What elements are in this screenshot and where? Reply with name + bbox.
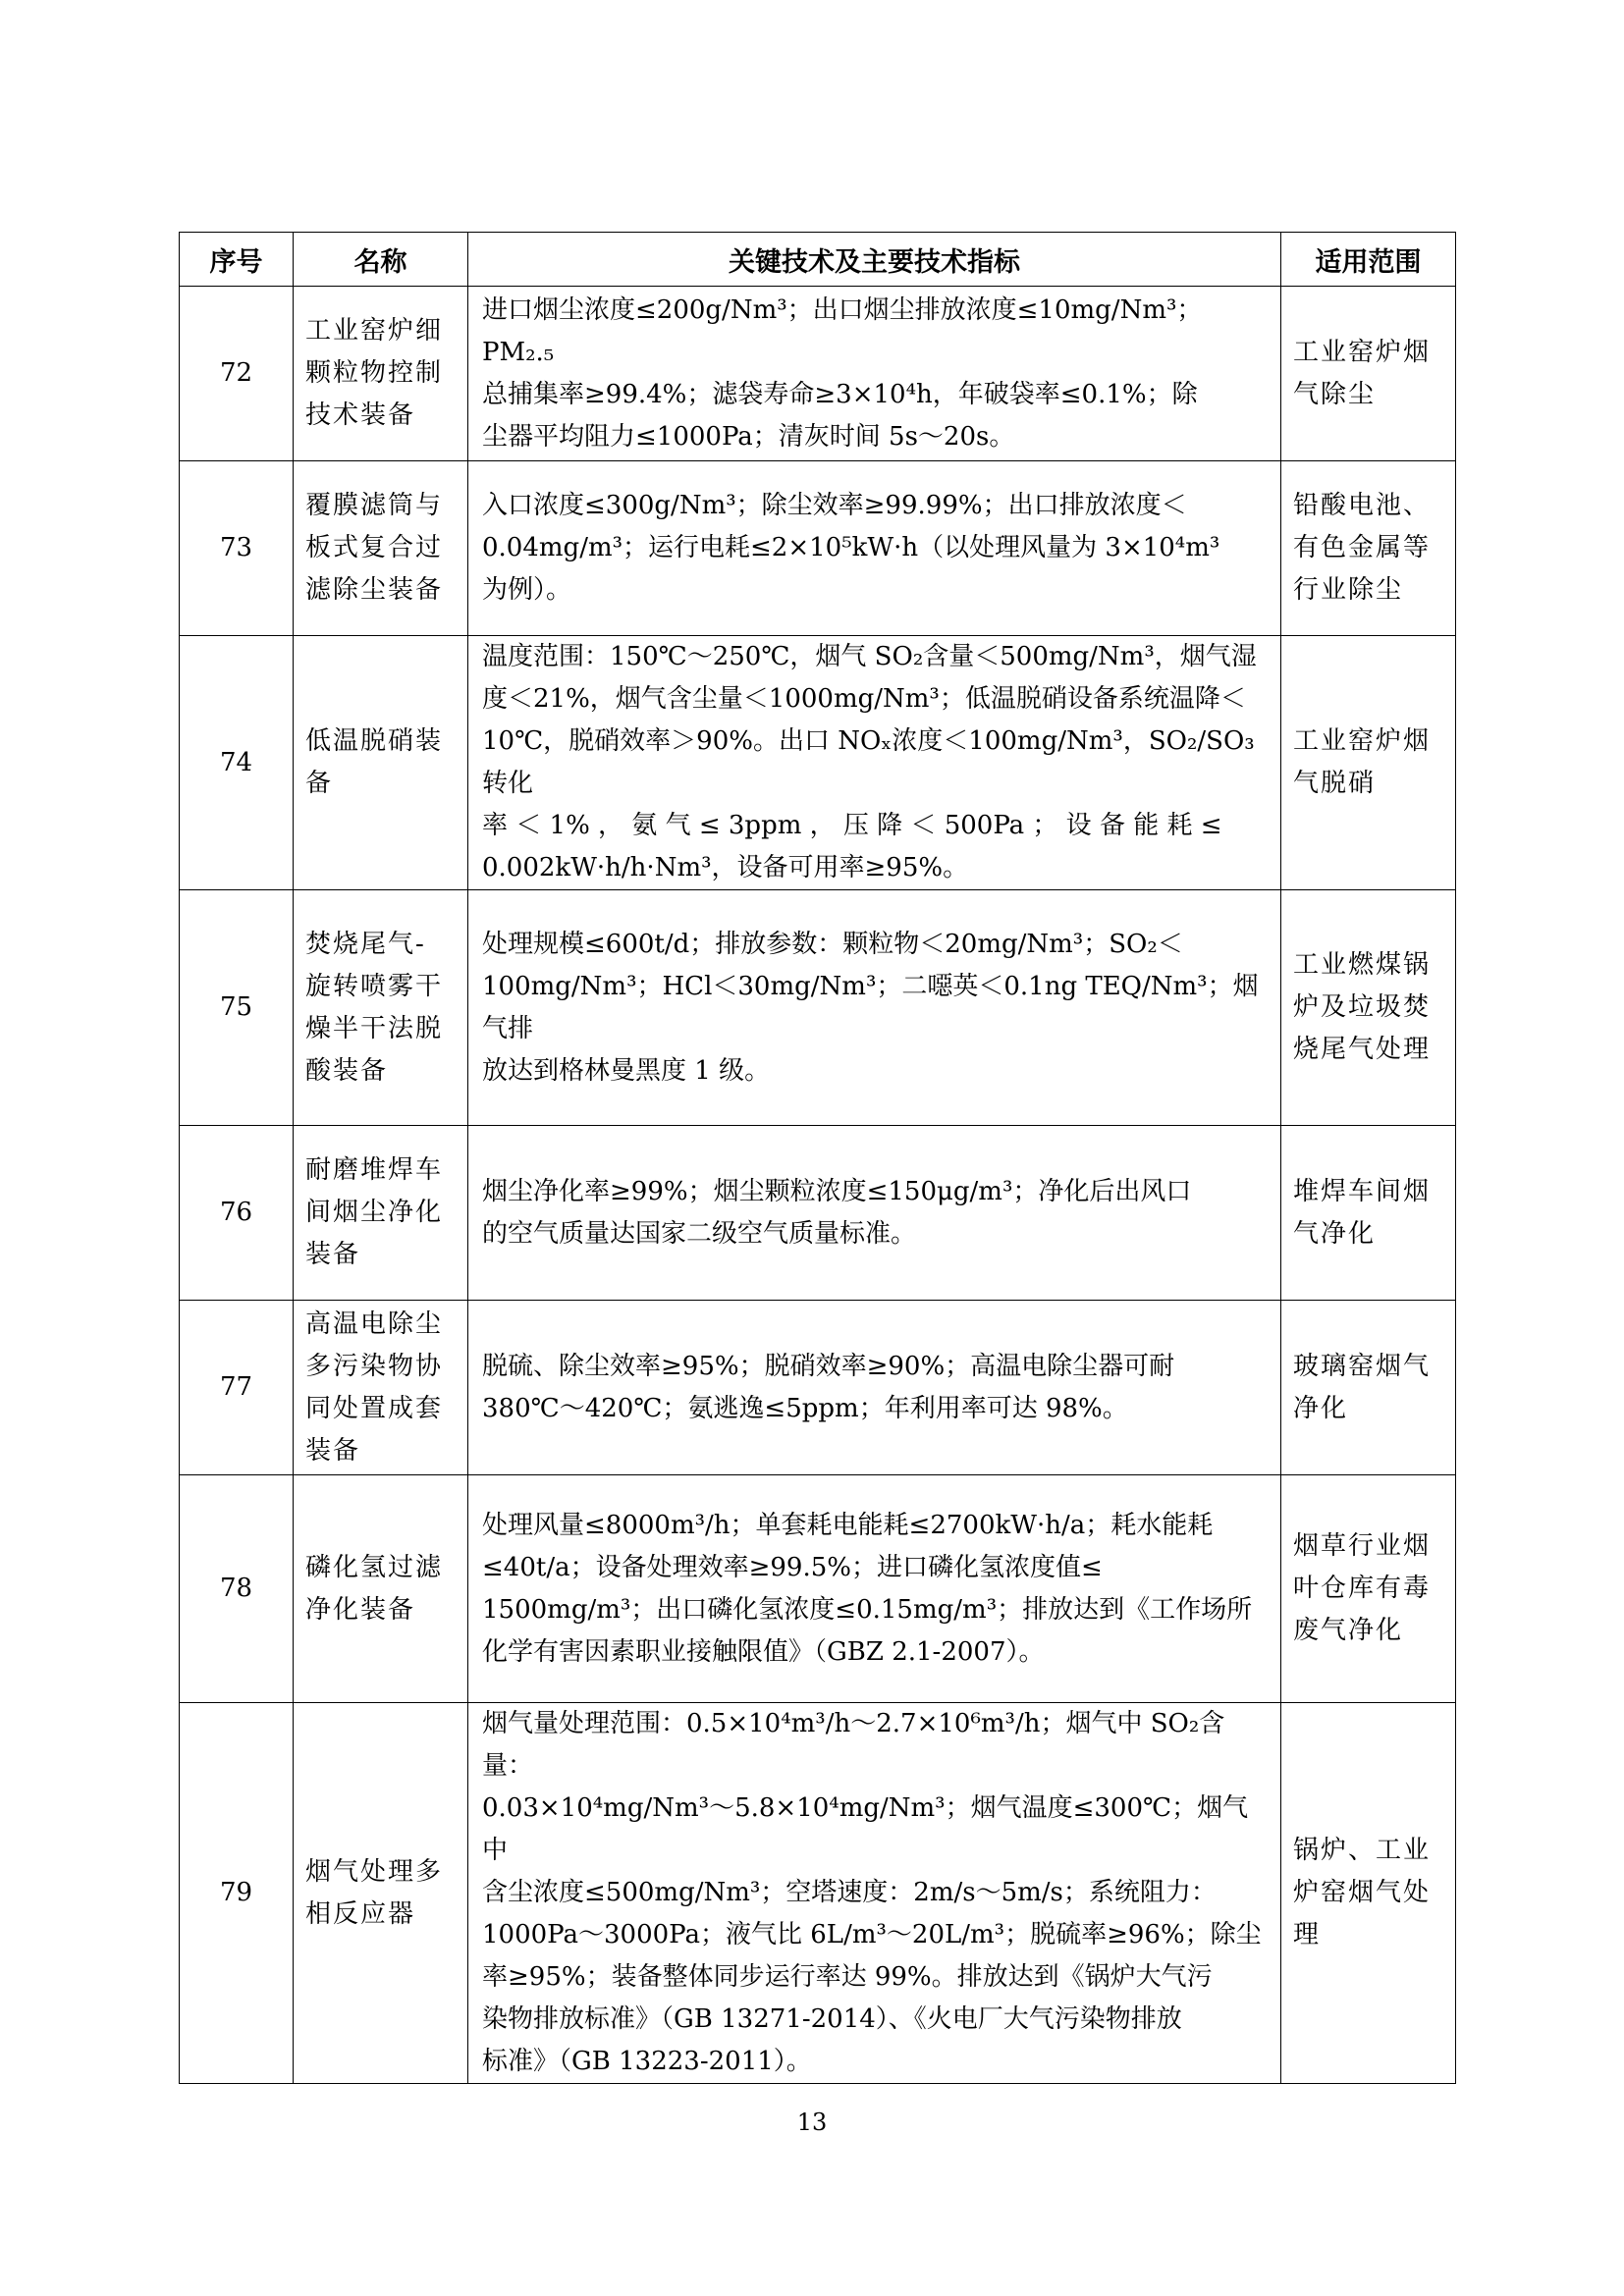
row-scope: 玻璃窑烟气 净化: [1281, 1301, 1456, 1475]
row-serial-number: 78: [180, 1475, 294, 1703]
table-row: [180, 1475, 1456, 1703]
row-name: 耐磨堆焊车 间烟尘净化 装备: [294, 1126, 468, 1301]
row-tech-spec: 烟尘净化率≥99%；烟尘颗粒浓度≤150μg/m³；净化后出风口 的空气质量达国家二级空气质量标准。: [468, 1126, 1281, 1301]
header-serial-number: 序号: [180, 233, 294, 287]
row-scope: 工业窑炉烟 气脱硝: [1281, 636, 1456, 890]
equipment-table: [179, 232, 1456, 2084]
table-row: [180, 636, 1456, 890]
table-row: [180, 1301, 1456, 1475]
row-scope: 烟草行业烟 叶仓库有毒 废气净化: [1281, 1475, 1456, 1703]
row-name: 工业窑炉细 颗粒物控制 技术装备: [294, 287, 468, 461]
row-scope: 铅酸电池、 有色金属等 行业除尘: [1281, 461, 1456, 636]
row-name: 低温脱硝装 备: [294, 636, 468, 890]
row-scope: 工业窑炉烟 气除尘: [1281, 287, 1456, 461]
row-serial-number: 77: [180, 1301, 294, 1475]
row-name: 覆膜滤筒与 板式复合过 滤除尘装备: [294, 461, 468, 636]
row-serial-number: 76: [180, 1126, 294, 1301]
header-name: 名称: [294, 233, 468, 287]
page-number: 13: [796, 2109, 828, 2136]
row-serial-number: 79: [180, 1703, 294, 2084]
table-row: [180, 1703, 1456, 2084]
row-tech-spec: 处理规模≤600t/d；排放参数：颗粒物＜20mg/Nm³；SO₂＜ 100mg/Nm³；HCl＜30mg/Nm³；二噁英＜0.1ng TEQ/Nm³；烟气排 放达到格林曼黑度 1 级。: [468, 890, 1281, 1126]
row-serial-number: 75: [180, 890, 294, 1126]
row-serial-number: 72: [180, 287, 294, 461]
row-tech-spec: 脱硫、除尘效率≥95%；脱硝效率≥90%；高温电除尘器可耐 380℃～420℃；氨逃逸≤5ppm；年利用率可达 98%。: [468, 1301, 1281, 1475]
header-key-technology: 关键技术及主要技术指标: [468, 233, 1281, 287]
table-row: [180, 890, 1456, 1126]
table-row: [180, 1126, 1456, 1301]
row-scope: 工业燃煤锅 炉及垃圾焚 烧尾气处理: [1281, 890, 1456, 1126]
header-scope: 适用范围: [1281, 233, 1456, 287]
table-row: [180, 287, 1456, 461]
row-name: 焚烧尾气- 旋转喷雾干 燥半干法脱 酸装备: [294, 890, 468, 1126]
row-serial-number: 73: [180, 461, 294, 636]
row-tech-spec: 处理风量≤8000m³/h；单套耗电能耗≤2700kW·h/a；耗水能耗 ≤40t/a；设备处理效率≥99.5%；进口磷化氢浓度值≤ 1500mg/m³；出口磷化氢浓度≤0.15mg/m³；排放达到《工作场所 化学有害因素职业接触限值》（GBZ 2.1-2007）。: [468, 1475, 1281, 1703]
row-tech-spec: 烟气量处理范围：0.5×10⁴m³/h～2.7×10⁶m³/h；烟气中 SO₂含量： 0.03×10⁴mg/Nm³～5.8×10⁴mg/Nm³；烟气温度≤300℃；烟气中 含尘浓度≤500mg/Nm³；空塔速度：2m/s～5m/s；系统阻力： 1000Pa～3000Pa；液气比 6L/m³～20L/m³；脱硫率≥96%；除尘 率≥95%；装备整体同步运行率达 99%。排放达到《锅炉大气污 染物排放标准》（GB 13271-2014）、《火电厂大气污染物排放 标准》（GB 13223-2011）。: [468, 1703, 1281, 2084]
row-tech-spec: 进口烟尘浓度≤200g/Nm³；出口烟尘排放浓度≤10mg/Nm³；PM₂.₅ 总捕集率≥99.4%；滤袋寿命≥3×10⁴h，年破袋率≤0.1%；除 尘器平均阻力≤1000Pa；清灰时间 5s～20s。: [468, 287, 1281, 461]
row-scope: 堆焊车间烟 气净化: [1281, 1126, 1456, 1301]
row-name: 烟气处理多 相反应器: [294, 1703, 468, 2084]
row-scope: 锅炉、工业 炉窑烟气处 理: [1281, 1703, 1456, 2084]
row-name: 高温电除尘 多污染物协 同处置成套 装备: [294, 1301, 468, 1475]
row-serial-number: 74: [180, 636, 294, 890]
table-row: [180, 461, 1456, 636]
row-name: 磷化氢过滤 净化装备: [294, 1475, 468, 1703]
row-tech-spec: 温度范围：150℃～250℃，烟气 SO₂含量＜500mg/Nm³，烟气湿 度＜21%，烟气含尘量＜1000mg/Nm³；低温脱硝设备系统温降＜ 10℃，脱硝效率＞90%。出口 NOₓ浓度＜100mg/Nm³，SO₂/SO₃转化 率 ＜ 1% ， 氨 气 ≤ 3ppm ， 压 降 ＜ 500Pa ； 设 备 能 耗 ≤ 0.002kW·h/h·Nm³，设备可用率≥95%。: [468, 636, 1281, 890]
table-header-row: [180, 233, 1456, 287]
row-tech-spec: 入口浓度≤300g/Nm³；除尘效率≥99.99%；出口排放浓度＜ 0.04mg/m³；运行电耗≤2×10⁵kW·h（以处理风量为 3×10⁴m³ 为例）。: [468, 461, 1281, 636]
